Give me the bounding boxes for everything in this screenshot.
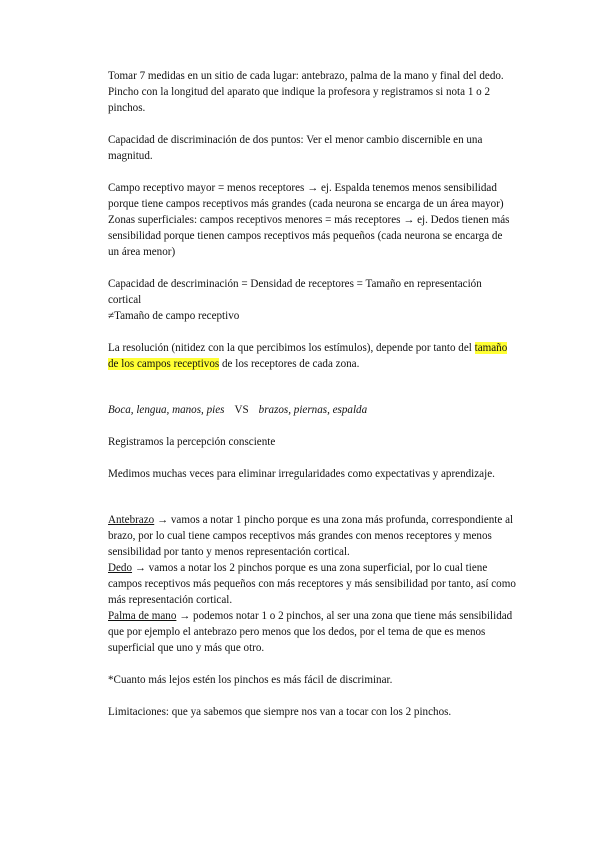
paragraph-antebrazo [108,512,516,560]
resolution-highlight: tamaño de los campos receptivos [108,342,508,370]
palma-label: Palma de mano [108,610,177,622]
antebrazo-text: → vamos a notar 1 pincho porque es una zona más profunda, correspondiente al brazo, por lo cual tiene campos receptivos más grandes con menos receptores y menos sensibilidad por tanto y menos representación cortical. [108,514,514,558]
resolution-text-post: de los receptores de cada zona. [219,358,360,370]
paragraph-repeated-measures: Medimos muchas veces para eliminar irregularidades como expectativas y aprendizaje. [108,468,495,480]
discrimination-line-2: ≠Tamaño de campo receptivo [108,310,240,322]
paragraph-superficial-zones: Zonas superficiales: campos receptivos menores = más receptores → ej. Dedos tienen más sensibilidad porque tienen campos receptivos más pequeños (cada neurona se encarga de un área menor) [108,214,510,258]
comparison-right: brazos, piernas, espalda [258,404,368,416]
paragraph-comparison [108,402,516,418]
dedo-text: → vamos a notar los 2 pinchos porque es una zona superficial, por lo cual tiene campos receptivos más pequeños con más receptores y más sensibilidad por tanto, así como más representación cortical. [108,562,516,606]
discrimination-line-1: Capacidad de descriminación = Densidad de receptores = Tamaño en representación cortical [108,278,482,306]
paragraph-procedure: Tomar 7 medidas en un sitio de cada lugar: antebrazo, palma de la mano y final del dedo. Pincho con la longitud del aparato que indique la profesora y registramos si nota 1 o 2 pinchos. [108,70,504,114]
paragraph-note: *Cuanto más lejos estén los pinchos es más fácil de discriminar. [108,674,393,686]
comparison-vs: VS [234,404,249,416]
paragraph-resolution [108,340,516,372]
paragraph-palma [108,608,516,656]
dedo-label: Dedo [108,562,133,574]
resolution-text-pre: La resolución (nitidez con la que percibimos los estímulos), depende por tanto del [108,342,475,354]
paragraph-conscious-perception: Registramos la percepción consciente [108,436,276,448]
antebrazo-label: Antebrazo [108,514,155,526]
comparison-left: Boca, lengua, manos, pies [108,404,225,416]
paragraph-two-point-discrimination: Capacidad de discriminación de dos puntos: Ver el menor cambio discernible en una magnitud. [108,134,483,162]
paragraph-large-receptive-field: Campo receptivo mayor = menos receptores → ej. Espalda tenemos menos sensibilidad porque tiene campos receptivos más grandes (cada neurona se encarga de un área mayor) [108,182,504,210]
paragraph-limitations: Limitaciones: que ya sabemos que siempre nos van a tocar con los 2 pinchos. [108,706,452,718]
paragraph-discrimination-capacity [108,276,516,324]
paragraph-dedo [108,560,516,608]
palma-text: → podemos notar 1 o 2 pinchos, al ser una zona que tiene más sensibilidad que por ejemplo el antebrazo pero menos que los dedos, por el tema de que es menos superficial que uno y más que otro. [108,610,513,654]
